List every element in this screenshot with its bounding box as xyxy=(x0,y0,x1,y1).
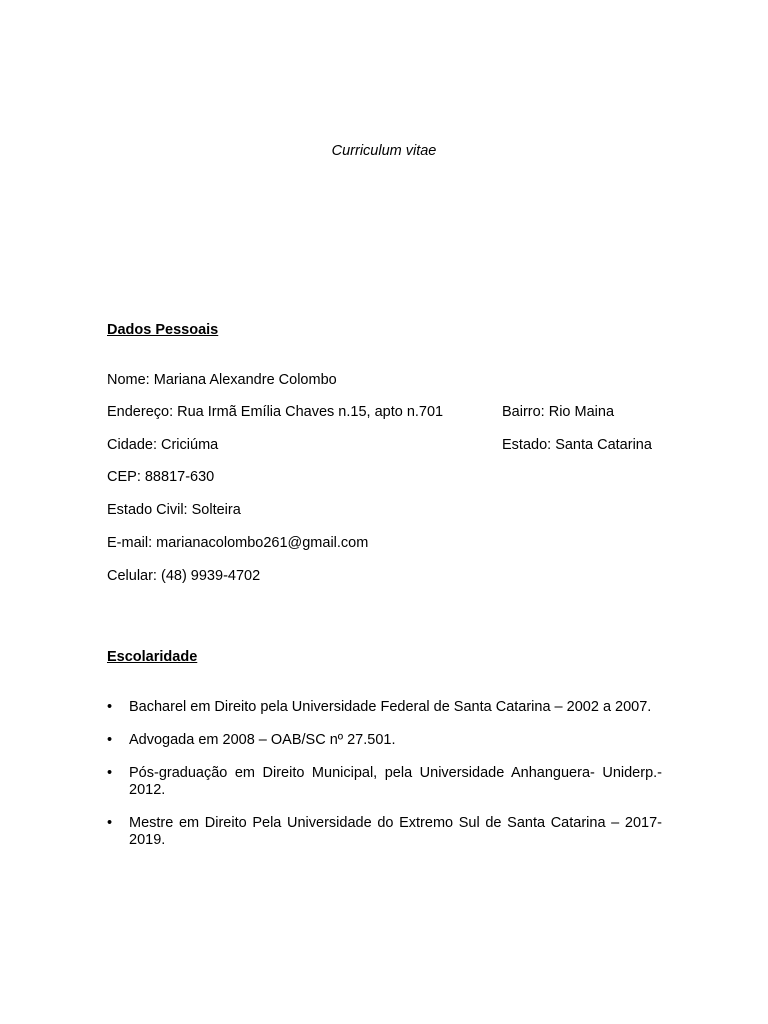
list-item xyxy=(107,732,662,749)
personal-email: E-mail: marianacolombo261@gmail.com xyxy=(107,535,369,551)
education-item-text: Mestre em Direito Pela Universidade do Extremo Sul de Santa Catarina – 2017-2019. xyxy=(129,815,662,848)
list-item xyxy=(107,699,662,716)
document-title: Curriculum vitae xyxy=(331,143,437,159)
personal-phone: Celular: (48) 9939-4702 xyxy=(107,568,261,584)
section-heading-education: Escolaridade xyxy=(107,649,198,665)
education-item-text: Pós-graduação em Direito Municipal, pela Universidade Anhanguera- Uniderp.- 2012. xyxy=(129,765,662,798)
education-item-text: Bacharel em Direito pela Universidade Federal de Santa Catarina – 2002 a 2007. xyxy=(129,699,652,715)
personal-civil-status: Estado Civil: Solteira xyxy=(107,502,241,518)
list-item xyxy=(107,815,662,849)
bullet-icon: • xyxy=(107,765,113,781)
bullet-icon: • xyxy=(107,699,113,715)
personal-state: Estado: Santa Catarina xyxy=(502,437,652,453)
bullet-icon: • xyxy=(107,815,113,831)
education-item-text: Advogada em 2008 – OAB/SC nº 27.501. xyxy=(129,732,396,748)
list-item xyxy=(107,765,662,799)
personal-city: Cidade: Criciúma xyxy=(107,437,219,453)
section-heading-personal: Dados Pessoais xyxy=(107,322,219,338)
personal-name: Nome: Mariana Alexandre Colombo xyxy=(107,372,337,388)
bullet-icon: • xyxy=(107,732,113,748)
education-list xyxy=(107,699,662,865)
personal-cep: CEP: 88817-630 xyxy=(107,469,215,485)
personal-address: Endereço: Rua Irmã Emília Chaves n.15, apto n.701 xyxy=(107,404,444,420)
personal-neighborhood: Bairro: Rio Maina xyxy=(502,404,615,420)
